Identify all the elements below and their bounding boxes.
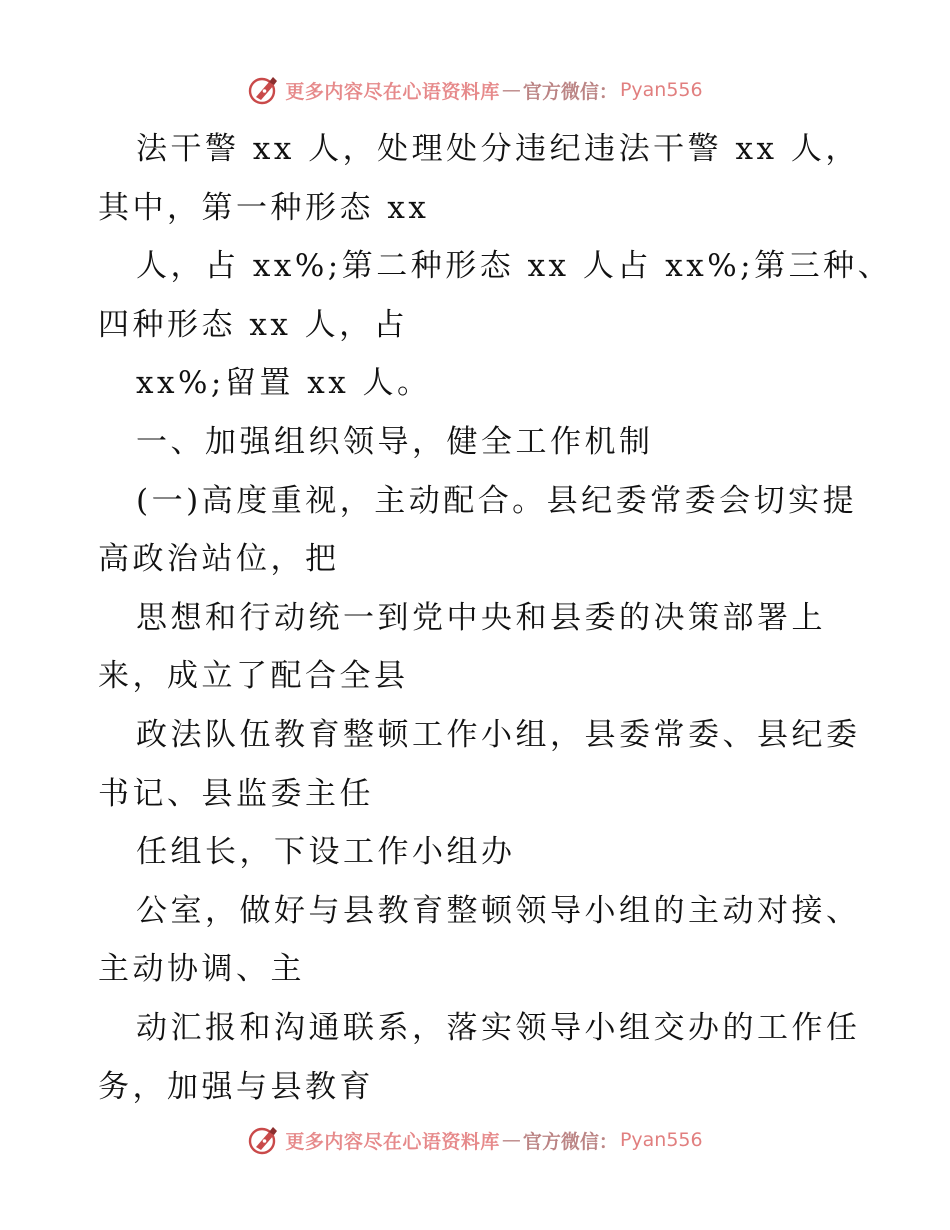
footer-banner xyxy=(0,1122,950,1158)
text-line: 其中，第一种形态 xx xyxy=(98,189,430,226)
header-banner xyxy=(0,72,950,108)
text-line: 书记、县监委主任 xyxy=(98,775,374,812)
banner-text: 更多内容尽在心语资料库 xyxy=(285,80,500,103)
banner-wechat-id: Pyan556 xyxy=(619,1129,703,1151)
banner-text: 更多内容尽在心语资料库 xyxy=(285,1130,500,1153)
text-line: 四种形态 xx 人，占 xyxy=(98,306,409,343)
banner-wechat-label: 官方微信： xyxy=(522,1130,618,1153)
text-line: 动汇报和沟通联系，落实领导小组交办的工作任 xyxy=(136,1009,861,1046)
text-line: 务，加强与县教育 xyxy=(98,1068,374,1105)
text-line: 思想和行动统一到党中央和县委的决策部署上 xyxy=(136,599,826,636)
text-line: 法干警 xx 人，处理处分违纪违法干警 xx 人， xyxy=(136,131,860,167)
subsection-heading: (一)高度重视，主动配合。县纪委常委会切实提 xyxy=(136,482,858,519)
text-line: 高政治站位，把 xyxy=(98,541,340,578)
text-line: 政法队伍教育整顿工作小组，县委常委、县纪委 xyxy=(136,716,861,753)
text-line: xx%;留置 xx 人。 xyxy=(136,365,432,402)
banner-separator: — xyxy=(501,1129,521,1151)
text-line: 人，占 xx%;第二种形态 xx 人占 xx%;第三种、 xyxy=(136,248,893,285)
text-line: 来，成立了配合全县 xyxy=(98,658,409,695)
text-line: 公室，做好与县教育整顿领导小组的主动对接、 xyxy=(136,892,861,929)
banner-wechat-id: Pyan556 xyxy=(619,79,703,101)
banner-wechat-label: 官方微信： xyxy=(522,80,618,103)
banner-separator: — xyxy=(501,79,521,101)
text-line: 主动协调、主 xyxy=(98,951,305,988)
section-heading: 一、加强组织领导，健全工作机制 xyxy=(136,423,654,460)
pen-nib-logo-icon xyxy=(247,1123,281,1157)
pen-nib-logo-icon xyxy=(247,73,281,107)
text-line: 任组长，下设工作小组办 xyxy=(136,834,516,871)
body-text xyxy=(98,120,893,1116)
